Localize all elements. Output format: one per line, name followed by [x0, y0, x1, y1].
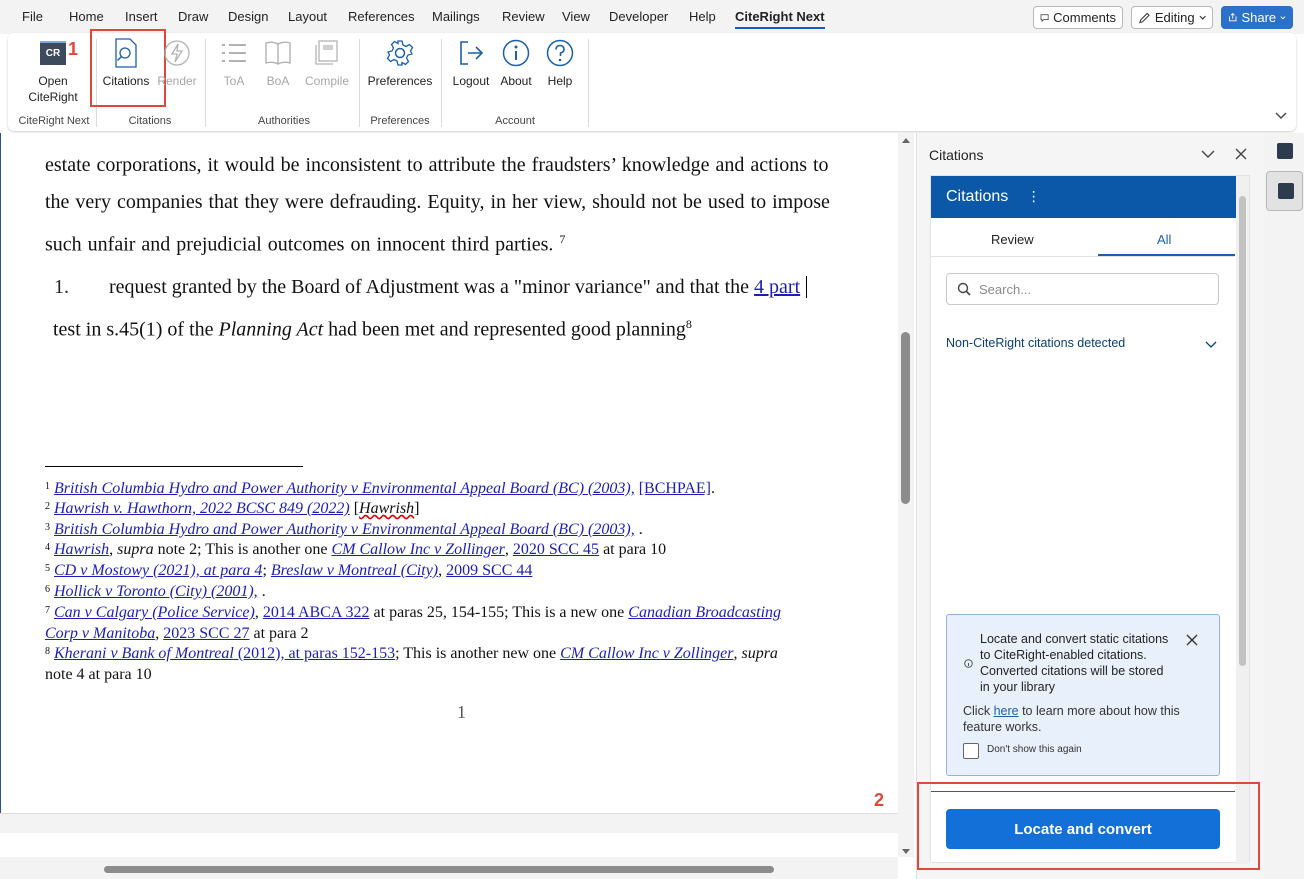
- gear-icon: [384, 37, 416, 69]
- tab-developer[interactable]: Developer: [609, 9, 669, 24]
- citation-link[interactable]: CM Callow Inc v Zollinger: [331, 541, 505, 558]
- group-label-citations: Citations: [128, 115, 172, 127]
- footnote-5: $^5$ CD v Mostowy (2021), at para 4; Breslaw v Montreal (City), 2009 SCC 44: [45, 562, 533, 579]
- about-button[interactable]: [496, 37, 536, 89]
- tab-divider: [931, 256, 1235, 257]
- toa-button[interactable]: [216, 37, 252, 89]
- citation-link[interactable]: 2009 SCC 44: [446, 562, 533, 579]
- here-link[interactable]: here: [993, 704, 1019, 718]
- annotation-2: 2: [874, 790, 885, 810]
- dont-show-checkbox[interactable]: [963, 743, 979, 759]
- horizontal-scroll-thumb[interactable]: [104, 866, 774, 873]
- body-paragraph: [45, 147, 885, 264]
- scroll-up-icon[interactable]: [901, 137, 911, 144]
- citation-link[interactable]: British Columbia Hydro and Power Authority v Environmental Appeal Board (BC) (2003),: [54, 480, 635, 497]
- info-message: Locate and convert static citations to CiteRight-enabled citations. Converted citations will be stored in your library: [980, 632, 1169, 694]
- noncite-section-header[interactable]: Non-CiteRight citations detected: [946, 336, 1126, 350]
- paragraph-line: such unfair and prejudicial outcomes on innocent third parties. $^7$: [45, 232, 566, 256]
- chevron-down-icon: [1280, 15, 1286, 21]
- logout-icon: [455, 37, 487, 69]
- citation-link[interactable]: 2020 SCC 45: [512, 541, 600, 558]
- citation-link[interactable]: (2012), at paras 152-153: [233, 645, 396, 662]
- tab-insert[interactable]: Insert: [125, 9, 158, 24]
- citation-link[interactable]: [BCHPAE]: [638, 480, 711, 497]
- paragraph-line: estate corporations, it would be inconsistent to attribute the fraudsters’ knowledge and actions to: [45, 154, 829, 176]
- ribbon: [8, 33, 1296, 131]
- tab-review[interactable]: Review: [502, 9, 545, 24]
- tab-layout[interactable]: Layout: [288, 9, 328, 24]
- ribbon-separator: [588, 39, 589, 127]
- tab-review-citations[interactable]: Review: [991, 232, 1034, 247]
- pencil-icon: [1138, 11, 1151, 25]
- footnote-ref[interactable]: 8: [685, 317, 692, 331]
- menu-bar: [0, 0, 1304, 34]
- editing-mode-button[interactable]: [1131, 6, 1213, 29]
- info-icon: [500, 37, 532, 69]
- close-pane-icon[interactable]: [1235, 148, 1247, 160]
- tab-mailings[interactable]: Mailings: [432, 9, 480, 24]
- ribbon-separator: [359, 39, 360, 127]
- tab-design[interactable]: Design: [228, 9, 269, 24]
- citation-link[interactable]: British Columbia Hydro and Power Authority v Environmental Appeal Board (BC) (2003),: [54, 521, 635, 538]
- citation-link[interactable]: CD v Mostowy (2021), at para 4: [54, 562, 263, 579]
- help-label: Help: [547, 74, 573, 88]
- citeright-rail-icon: [1278, 183, 1294, 199]
- boa-label: BoA: [266, 74, 290, 88]
- citation-link[interactable]: Breslaw v Montreal (City): [270, 562, 439, 579]
- book-icon: [262, 37, 294, 69]
- share-label: Share: [1241, 10, 1277, 25]
- footnote-8: $^8$ Kherani v Bank of Montreal (2012), at paras 152-153; This is another new one CM Callow Inc v Zollinger, supra note 4 at para 10: [45, 645, 778, 683]
- preferences-button[interactable]: [366, 37, 434, 89]
- addin-header: [931, 176, 1249, 218]
- ribbon-separator: [205, 39, 206, 127]
- search-icon: [957, 282, 971, 296]
- comment-icon: [1040, 11, 1049, 25]
- editing-label: Editing: [1154, 10, 1195, 25]
- footnote-7: $^7$ Can v Calgary (Police Service), 2014 ABCA 322 at paras 25, 154-155; This is a new one Canadian Broadcasting Corp v Manitoba, 2023 SCC 27 at para 2: [45, 604, 782, 642]
- highlight-box-locate: [917, 782, 1260, 870]
- ribbon-separator: [441, 39, 442, 127]
- preferences-label: Preferences: [367, 74, 433, 88]
- info-small-icon: [964, 659, 973, 668]
- citation-link[interactable]: Hawrish: [54, 541, 110, 558]
- addin-rail-icon[interactable]: [1277, 143, 1293, 159]
- collapse-ribbon-icon[interactable]: [1275, 112, 1287, 120]
- citations-label: Citations: [102, 74, 150, 88]
- tab-all-citations[interactable]: All: [1157, 232, 1172, 247]
- footnote-ref[interactable]: 7: [559, 232, 566, 246]
- highlight-box-citations: [90, 29, 166, 107]
- toa-label: ToA: [223, 74, 245, 88]
- comments-label: Comments: [1053, 10, 1116, 25]
- footnote-2: $^2$ Hawrish v. Hawthorn, 2022 BCSC 849 (2022) [Hawrish]: [45, 500, 420, 517]
- paragraph-line: the very companies that they were defrauding. Equity, in her view, should not be used to impose: [45, 191, 830, 213]
- logout-label: Logout: [452, 74, 490, 88]
- learn-more-text: Click here to learn more about how this feature works.: [963, 704, 1180, 734]
- chevron-down-icon[interactable]: [1205, 341, 1217, 349]
- render-button[interactable]: [156, 37, 198, 89]
- pane-title: Citations: [929, 147, 984, 163]
- citation-link[interactable]: Canadian Broadcasting: [628, 604, 782, 621]
- vertical-scroll-thumb[interactable]: [901, 332, 910, 504]
- addin-title: Citations: [946, 188, 1009, 205]
- question-icon: [544, 37, 576, 69]
- compile-label: Compile: [304, 74, 349, 88]
- logout-button[interactable]: [448, 37, 494, 89]
- citation-link[interactable]: 2014 ABCA 322: [262, 604, 370, 621]
- citation-link[interactable]: Can v Calgary (Police Service): [54, 604, 255, 621]
- citation-link[interactable]: Corp v Manitoba: [45, 624, 156, 642]
- lightning-icon: [161, 37, 193, 69]
- citation-link[interactable]: Hawrish v. Hawthorn, 2022 BCSC 849 (2022): [54, 500, 350, 517]
- addin-scroll-thumb[interactable]: [1239, 196, 1246, 666]
- about-label: About: [500, 74, 532, 88]
- citeright-logo-icon: CR: [37, 37, 69, 69]
- kebab-menu-icon[interactable]: ⋮: [1026, 188, 1041, 204]
- addin-scrollbar[interactable]: [1236, 176, 1249, 864]
- citation-link[interactable]: Kherani v Bank of Montreal: [54, 645, 234, 662]
- annotation-1: 1: [68, 39, 79, 59]
- list-number: 1.: [54, 276, 69, 298]
- footnote-1: $^1$ British Columbia Hydro and Power Authority v Environmental Appeal Board (BC) (2003), [BCHPAE].: [45, 480, 715, 497]
- help-button[interactable]: [542, 37, 578, 89]
- share-button[interactable]: [1221, 6, 1293, 29]
- chevron-down-icon: [1199, 15, 1206, 21]
- citeright-addin: [930, 175, 1250, 863]
- comments-button[interactable]: [1033, 6, 1123, 29]
- dont-show-label: Don't show this again: [987, 744, 1082, 755]
- group-label-account: Account: [495, 115, 535, 127]
- compile-button[interactable]: [302, 37, 352, 89]
- group-label-authorities: Authorities: [258, 115, 310, 127]
- pane-options-chevron-icon[interactable]: [1201, 150, 1215, 159]
- page-number: 1: [457, 702, 466, 722]
- list-icon: [218, 37, 250, 69]
- open-label-1: Open: [38, 74, 68, 88]
- list-item-line: request granted by the Board of Adjustment was a "minor variance" and that the 4 part: [109, 269, 807, 306]
- info-callout: [946, 614, 1220, 776]
- citeright-rail-button[interactable]: [1266, 171, 1303, 211]
- scroll-down-icon[interactable]: [901, 848, 911, 855]
- four-part-link[interactable]: 4 part: [754, 276, 801, 298]
- tab-draw[interactable]: Draw: [178, 9, 209, 24]
- render-label: Render: [157, 74, 197, 88]
- group-label-citeright-next: CiteRight Next: [18, 115, 90, 127]
- footnote-3: $^3$ British Columbia Hydro and Power Authority v Environmental Appeal Board (BC) (2003), .: [45, 521, 643, 538]
- right-rail: [1264, 133, 1304, 879]
- search-input[interactable]: [946, 273, 1219, 305]
- boa-button[interactable]: [260, 37, 296, 89]
- citation-link[interactable]: 2023 SCC 27: [163, 624, 250, 642]
- tab-home[interactable]: Home: [69, 9, 104, 24]
- locate-and-convert-button[interactable]: Locate and convert: [946, 809, 1220, 849]
- footnote-6: $^6$ Hollick v Toronto (City) (2001), .: [45, 583, 266, 600]
- document-gap: [0, 813, 898, 833]
- list-item-line-2: test in s.45(1) of the Planning Act had been met and represented good planning$^8$: [53, 317, 692, 341]
- document-page[interactable]: [0, 133, 898, 813]
- tab-file[interactable]: File: [22, 9, 43, 24]
- footnote-separator: [45, 466, 303, 467]
- tab-view[interactable]: View: [562, 9, 590, 24]
- tab-citeright-next[interactable]: CiteRight Next: [735, 9, 825, 29]
- share-icon: [1228, 11, 1237, 24]
- close-icon[interactable]: [1186, 634, 1198, 646]
- citation-link[interactable]: CM Callow Inc v Zollinger: [560, 645, 734, 662]
- tab-help[interactable]: Help: [689, 9, 716, 24]
- footnote-4: $^4$ Hawrish, supra note 2; This is another one CM Callow Inc v Zollinger, 2020 SCC 45 at para 10: [45, 541, 667, 558]
- document-stack-icon: [311, 37, 343, 69]
- citations-task-pane: [916, 133, 1264, 879]
- citation-link[interactable]: Hollick v Toronto (City) (2001),: [54, 583, 258, 600]
- open-label-2: CiteRight: [28, 90, 78, 104]
- tab-references[interactable]: References: [348, 9, 415, 24]
- group-label-preferences: Preferences: [370, 115, 430, 127]
- search-placeholder: Search...: [979, 281, 1032, 297]
